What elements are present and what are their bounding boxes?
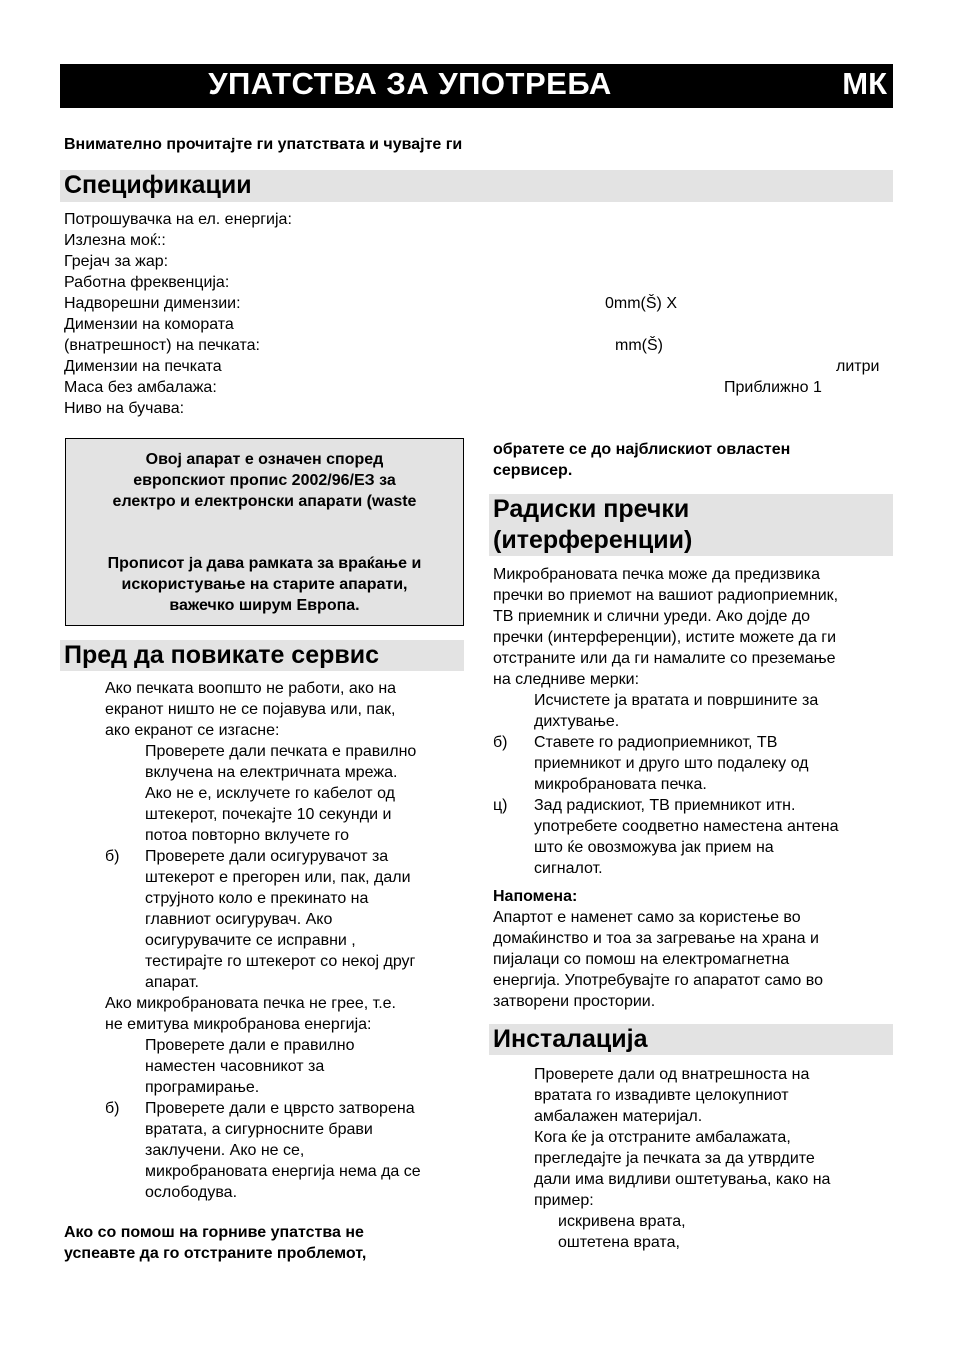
text-line: пречки (интерференции), истите можете да ги	[493, 629, 837, 646]
text-line: штекерот е прегорен или, пак, дали	[145, 869, 411, 886]
note-label: Напомена:	[493, 888, 578, 905]
spec-row: Надворешни димензии:	[64, 295, 241, 312]
text-line: екранот ништо не се појавува или, пак,	[105, 701, 396, 718]
text-line: ТВ приемник и слични уреди. Ако дојде до	[493, 608, 811, 625]
text-line: амбалажен материјал.	[534, 1108, 703, 1125]
text-line: Ако микробрановата печка не грее, т.е.	[105, 995, 396, 1012]
text-line: струјното коло е прекинато на	[145, 890, 369, 907]
radio-heading-line: (итерференции)	[493, 526, 693, 554]
weee-line: Прописот ја дава рамката за враќање и	[107, 555, 422, 572]
text-line: Проверете дали печката е правилно	[145, 743, 417, 760]
text-line: пијалаци со помош на електромагнетна	[493, 951, 790, 968]
text-line: обратете се до најблискиот овластен	[493, 441, 791, 458]
text-line: заклучени. Ако не се,	[145, 1142, 305, 1159]
text-line: Ако печката воопшто не работи, ако на	[105, 680, 397, 697]
weee-paragraph-2	[66, 553, 463, 616]
text-line: ако екранот се изгасне:	[105, 722, 280, 739]
text-line: сигналот.	[534, 860, 603, 877]
weee-paragraph-1	[66, 449, 463, 512]
text-line: апарат.	[145, 974, 199, 991]
weee-notice-box	[65, 438, 464, 626]
text-line: затворени простории.	[493, 993, 656, 1010]
text-line: домаќинство и тоа за загревање на храна и	[493, 930, 819, 947]
spec-row: Маса без амбалажа:	[64, 379, 217, 396]
text-line: отстраните или да ги намалите со преземање	[493, 650, 836, 667]
list-marker: ц)	[493, 797, 508, 814]
text-line: пречки во приемот на вашиот радиоприемник,	[493, 587, 839, 604]
text-line: пример:	[534, 1192, 594, 1209]
text-line: Проверете дали е цврсто затворена	[145, 1100, 415, 1117]
spec-row: (внатрешност) на печката:	[64, 337, 260, 354]
text-line: оштетена врата,	[558, 1234, 680, 1251]
text-line: дихтување.	[534, 713, 620, 730]
service-heading: Пред да повикате сервис	[60, 640, 464, 671]
specs-heading: Спецификации	[60, 170, 893, 202]
text-line: Ако со помош на горниве упатства не	[64, 1224, 364, 1241]
text-line: микробрановата печка.	[534, 776, 707, 793]
text-line: Ставете го радиоприемникот, ТВ	[534, 734, 778, 751]
text-line: Зад радискиот, ТВ приемникот итн.	[534, 797, 796, 814]
text-line: потоа повторно вклучете го	[145, 827, 350, 844]
list-marker: б)	[105, 848, 120, 865]
text-line: Ако не е, исклучете го кабелот од	[145, 785, 395, 802]
weee-line: важечко ширум Европа.	[169, 597, 360, 614]
text-line: Проверете дали е правилно	[145, 1037, 355, 1054]
spec-value-inner-dims: mm(Š)	[615, 337, 663, 354]
spec-row: Грејач за жар:	[64, 253, 169, 270]
text-line: сервисер.	[493, 462, 573, 479]
text-line: енергија. Употребувајте го апаратот само во	[493, 972, 823, 989]
weee-line: искористување на старите апарати,	[121, 576, 408, 593]
text-line: микробрановата енергија нема да се	[145, 1163, 421, 1180]
spec-row: Димензии на печката	[64, 358, 222, 375]
text-line: наместен часовникот за	[145, 1058, 325, 1075]
text-line: тестирајте го штекерот со некој друг	[145, 953, 416, 970]
page-title: УПАТСТВА ЗА УПОТРЕБА	[208, 66, 612, 101]
spec-row: Ниво на бучава:	[64, 400, 185, 417]
text-line: ослободува.	[145, 1184, 238, 1201]
text-line: Апартот е наменет само за користење во	[493, 909, 801, 926]
text-line: вратата, а сигурносните брави	[145, 1121, 373, 1138]
text-line: успеавте да го отстраните проблемот,	[64, 1245, 367, 1262]
text-line: Микробрановата печка може да предизвика	[493, 566, 821, 583]
weee-line: европскиот пропис 2002/96/ЕЗ за	[133, 472, 396, 489]
install-heading: Инсталација	[489, 1024, 893, 1055]
spec-row: Димензии на комората	[64, 316, 234, 333]
text-line: не емитува микробранова енергија:	[105, 1016, 372, 1033]
text-line: искривена врата,	[558, 1213, 686, 1230]
spec-value-mass: Приближно 1	[724, 379, 822, 396]
text-line: што ќе овозможува јак прием на	[534, 839, 774, 856]
intro-note: Внимателно прочитајте ги упатствата и чувајте ги	[64, 136, 463, 153]
text-line: Кога ќе ја отстраните амбалажата,	[534, 1129, 791, 1146]
text-line: употребете соодветно наместена антена	[534, 818, 839, 835]
weee-line: Овој апарат е означен според	[145, 451, 384, 468]
weee-line: електро и електронски апарати (waste	[112, 493, 417, 510]
text-line: осигурувачите се исправни ,	[145, 932, 356, 949]
language-code: МК	[842, 66, 887, 101]
text-line: штекерот, почекајте 10 секунди и	[145, 806, 392, 823]
text-line: приемникот и друго што подалеку од	[534, 755, 809, 772]
spec-value-outer-dims: 0mm(Š) X	[605, 295, 677, 312]
radio-heading	[489, 494, 893, 556]
radio-heading-line: Радиски пречки	[493, 495, 690, 523]
spec-row: Потрошувачка на ел. енергија:	[64, 211, 292, 228]
text-line: Проверете дали осигурувачот за	[145, 848, 389, 865]
spec-row: Работна фреквенција:	[64, 274, 230, 291]
spec-row: Излезна моќ::	[64, 232, 166, 249]
text-line: на следниве мерки:	[493, 671, 640, 688]
text-line: програмирање.	[145, 1079, 260, 1096]
header-banner	[60, 64, 893, 108]
text-line: вклучена на електричната мрежа.	[145, 764, 398, 781]
text-line: Проверете дали од внатрешноста на	[534, 1066, 810, 1083]
text-line: прегледајте ја печката за да утврдите	[534, 1150, 815, 1167]
text-line: Исчистете ја вратата и површините за	[534, 692, 819, 709]
text-line: дали има видливи оштетувања, како на	[534, 1171, 831, 1188]
spec-value-volume: литри	[836, 358, 880, 375]
list-marker: б)	[493, 734, 508, 751]
text-line: главниот осигурувач. Ако	[145, 911, 333, 928]
text-line: вратата го извадивте целокупниот	[534, 1087, 789, 1104]
list-marker: б)	[105, 1100, 120, 1117]
